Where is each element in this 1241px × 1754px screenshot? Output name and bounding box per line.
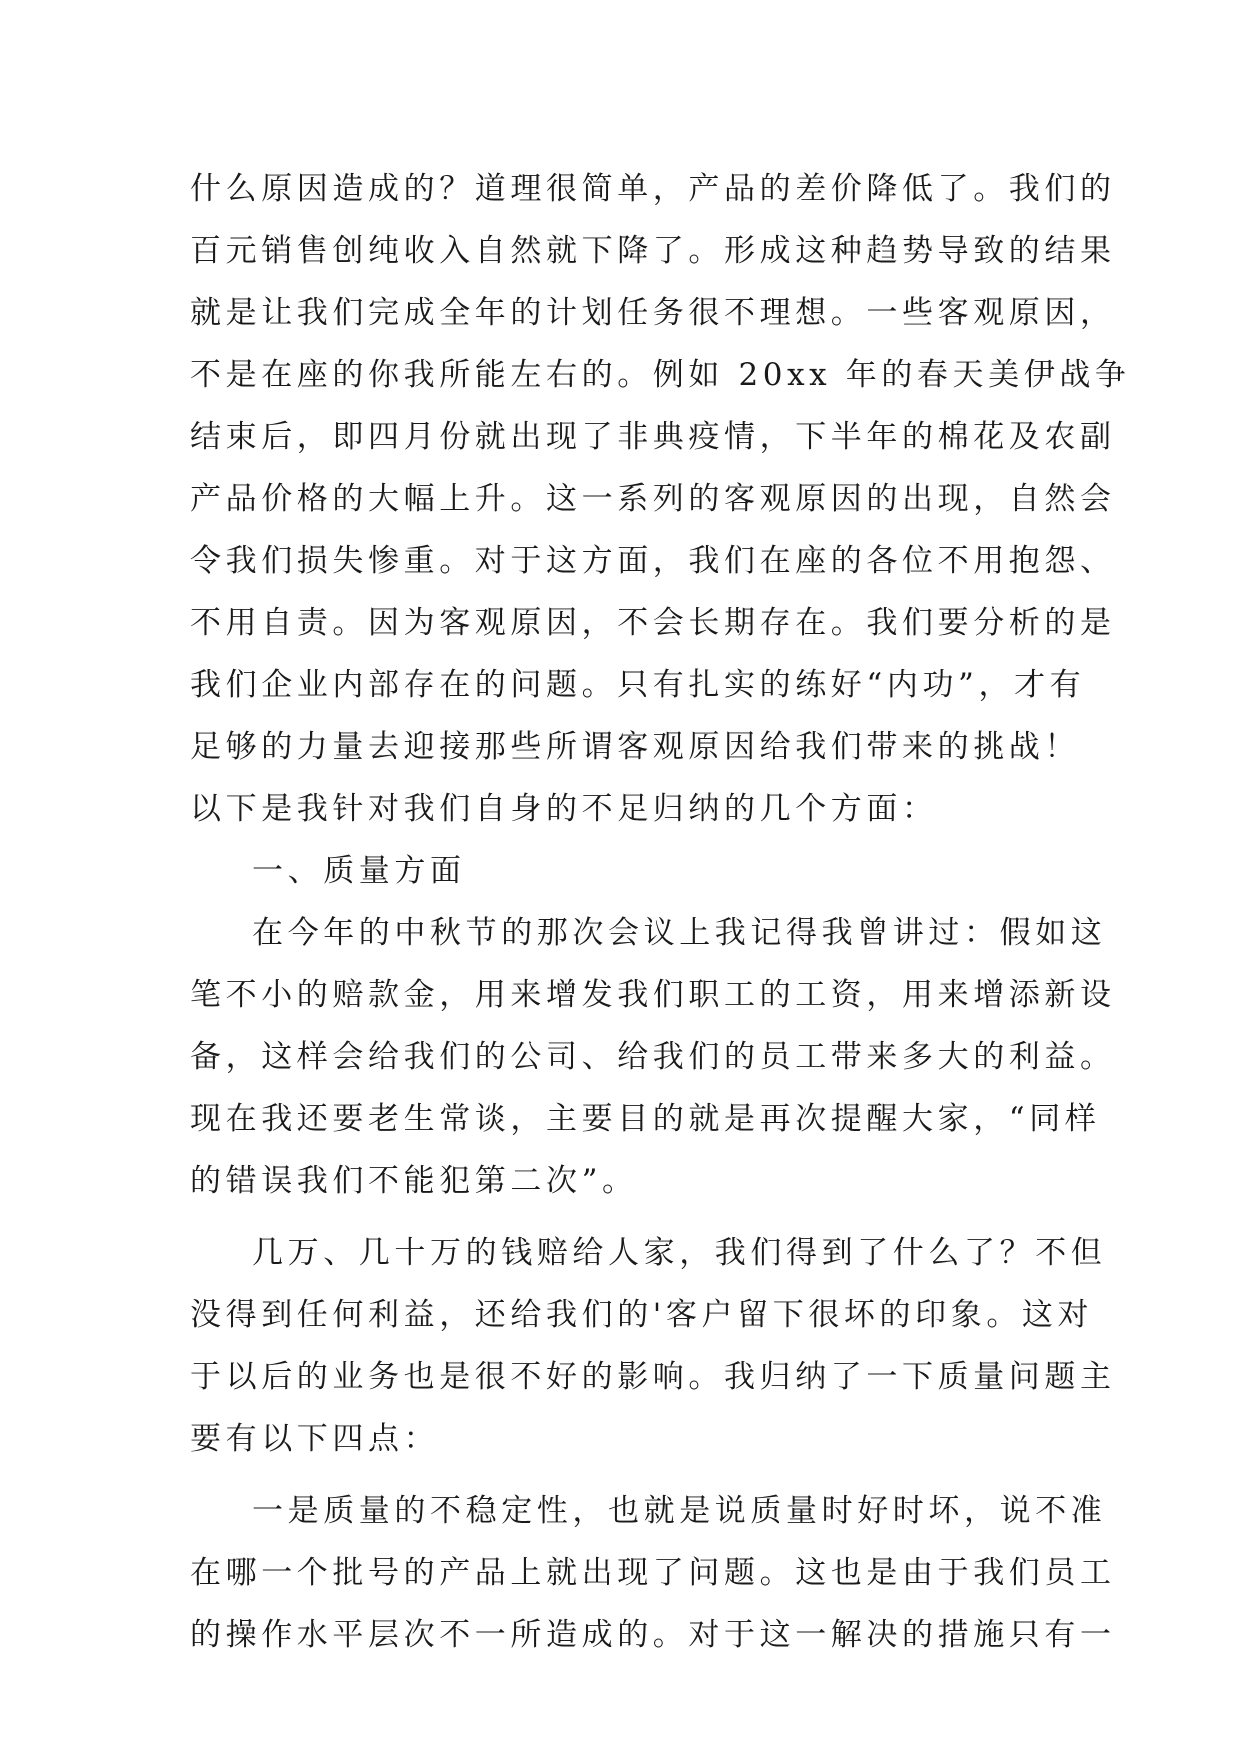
text-line: 现在我还要老生常谈，主要目的就是再次提醒大家，“同样 — [190, 1101, 1101, 1137]
section-heading: 一、质量方面 — [252, 853, 466, 889]
text-line: 不用自责。因为客观原因，不会长期存在。我们要分析的是 — [190, 605, 1116, 641]
text-line: 没得到任何利益，还给我们的'客户留下很坏的印象。这对 — [190, 1297, 1094, 1333]
text-line: 在今年的中秋节的那次会议上我记得我曾讲过：假如这 — [252, 915, 1107, 951]
text-line: 令我们损失惨重。对于这方面，我们在座的各位不用抱怨、 — [190, 543, 1116, 579]
text-line: 百元销售创纯收入自然就下降了。形成这种趋势导致的结果 — [190, 233, 1116, 269]
text-line: 一是质量的不稳定性，也就是说质量时好时坏，说不准 — [252, 1493, 1107, 1529]
text-line: 要有以下四点： — [190, 1421, 440, 1457]
text-line: 几万、几十万的钱赔给人家，我们得到了什么了？不但 — [252, 1235, 1107, 1271]
text-line: 的错误我们不能犯第二次”。 — [190, 1163, 638, 1199]
text-line: 在哪一个批号的产品上就出现了问题。这也是由于我们员工 — [190, 1555, 1116, 1591]
text-line: 我们企业内部存在的问题。只有扎实的练好“内功”，才有 — [190, 667, 1086, 703]
text-line: 备，这样会给我们的公司、给我们的员工带来多大的利益。 — [190, 1039, 1116, 1075]
text-line: 以下是我针对我们自身的不足归纳的几个方面： — [190, 791, 938, 827]
text-line: 的操作水平层次不一所造成的。对于这一解决的措施只有一 — [190, 1617, 1116, 1653]
text-line: 结束后，即四月份就出现了非典疫情，下半年的棉花及农副 — [190, 419, 1116, 455]
text-line: 足够的力量去迎接那些所谓客观原因给我们带来的挑战！ — [190, 729, 1080, 765]
text-line: 就是让我们完成全年的计划任务很不理想。一些客观原因， — [190, 295, 1116, 331]
text-line: 什么原因造成的？道理很简单，产品的差价降低了。我们的 — [190, 171, 1116, 207]
text-line: 产品价格的大幅上升。这一系列的客观原因的出现，自然会 — [190, 481, 1116, 517]
text-line: 笔不小的赔款金，用来增发我们职工的工资，用来增添新设 — [190, 977, 1116, 1013]
document-body — [190, 158, 1131, 1666]
text-line: 不是在座的你我所能左右的。例如 20xx 年的春天美伊战争 — [190, 357, 1131, 393]
text-line: 于以后的业务也是很不好的影响。我归纳了一下质量问题主 — [190, 1359, 1116, 1395]
